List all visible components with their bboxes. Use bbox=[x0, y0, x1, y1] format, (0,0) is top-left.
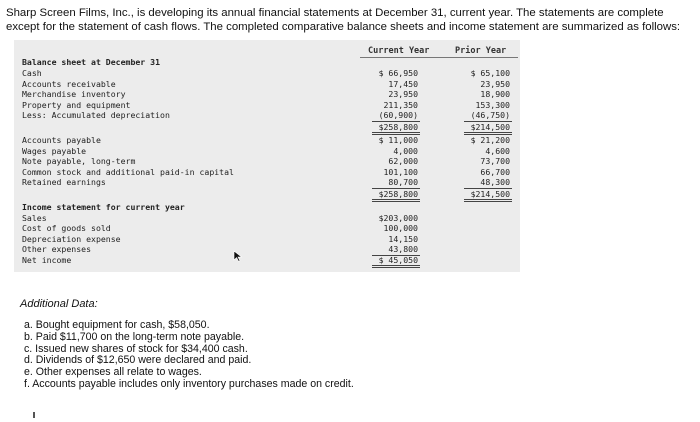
additional-item: a. Bought equipment for cash, $58,050. bbox=[24, 319, 210, 331]
row-label-common-stock: Common stock and additional paid-in capital bbox=[22, 166, 234, 177]
row-label-cogs: Cost of goods sold bbox=[22, 223, 111, 233]
row-label-net-income: Net income bbox=[22, 255, 72, 265]
row-label-cash: Cash bbox=[22, 68, 42, 78]
ar-current: 17,450 bbox=[388, 78, 418, 89]
total-assets-current: $258,800 bbox=[378, 122, 418, 132]
header-rule bbox=[360, 57, 518, 58]
row-label-property-equipment: Property and equipment bbox=[22, 99, 131, 110]
row-label-other-expenses: Other expenses bbox=[22, 244, 92, 254]
total-liabilities-prior: $214,500 bbox=[470, 188, 510, 199]
row-label-merchandise-inventory: Merchandise inventory bbox=[22, 89, 126, 99]
cogs-current: 100,000 bbox=[383, 223, 418, 233]
row-label-sales: Sales bbox=[22, 212, 47, 223]
double-underline-liabilities-current bbox=[372, 199, 420, 202]
total-assets-prior: $214,500 bbox=[470, 122, 510, 132]
double-underline-liabilities-prior bbox=[464, 199, 512, 202]
balance-sheet-title: Balance sheet at December 31 bbox=[22, 57, 161, 67]
cash-prior: $ 65,100 bbox=[470, 68, 510, 78]
stock-current: 101,100 bbox=[383, 166, 418, 177]
dep-exp-current: 14,150 bbox=[388, 233, 418, 244]
mouse-cursor-icon bbox=[233, 250, 243, 262]
total-liabilities-current: $258,800 bbox=[378, 188, 418, 199]
accum-dep-prior: (46,750) bbox=[470, 110, 510, 120]
col-header-current-year: Current Year bbox=[368, 46, 430, 56]
row-label-accounts-payable: Accounts payable bbox=[22, 135, 101, 145]
inventory-current: 23,950 bbox=[388, 89, 418, 99]
re-current: 80,700 bbox=[388, 177, 418, 187]
inventory-prior: 18,900 bbox=[480, 89, 510, 99]
income-statement-title: Income statement for current year bbox=[22, 202, 185, 212]
note-current: 62,000 bbox=[388, 156, 418, 166]
net-income-current: $ 45,050 bbox=[378, 255, 418, 265]
row-label-accounts-receivable: Accounts receivable bbox=[22, 78, 116, 89]
double-underline-net-income bbox=[372, 265, 420, 268]
col-header-prior-year: Prior Year bbox=[455, 46, 507, 56]
additional-item: b. Paid $11,700 on the long-term note payable. bbox=[24, 330, 245, 343]
stock-prior: 66,700 bbox=[480, 166, 510, 177]
sales-current: $203,000 bbox=[378, 212, 418, 223]
additional-data-list bbox=[20, 320, 460, 391]
row-label-accumulated-depreciation: Less: Accumulated depreciation bbox=[22, 110, 170, 120]
accum-dep-current: (60,900) bbox=[378, 110, 418, 120]
ppe-current: 211,350 bbox=[383, 99, 418, 110]
problem-intro: Sharp Screen Films, Inc., is developing its annual financial statements at December 31, current year. The statements are complete except for the statement of cash flows. The completed comparative balance sheets and income statement are summarized as follows: bbox=[6, 7, 681, 33]
re-prior: 48,300 bbox=[480, 177, 510, 187]
financial-statements-image bbox=[14, 40, 520, 272]
ppe-prior: 153,300 bbox=[475, 99, 510, 110]
ar-prior: 23,950 bbox=[480, 78, 510, 89]
row-label-retained-earnings: Retained earnings bbox=[22, 177, 106, 187]
row-label-depreciation-expense: Depreciation expense bbox=[22, 233, 121, 244]
wages-prior: 4,600 bbox=[485, 145, 510, 156]
additional-data-title: Additional Data: bbox=[20, 298, 98, 310]
page-edge-mark bbox=[33, 412, 35, 418]
additional-item: e. Other expenses all relate to wages. bbox=[24, 366, 202, 379]
additional-item: f. Accounts payable includes only inventory purchases made on credit. bbox=[24, 377, 354, 390]
wages-current: 4,000 bbox=[393, 145, 418, 156]
ap-prior: $ 21,200 bbox=[470, 135, 510, 145]
other-exp-current: 43,800 bbox=[388, 244, 418, 254]
additional-item: d. Dividends of $12,650 were declared and paid. bbox=[24, 354, 252, 367]
note-prior: 73,700 bbox=[480, 156, 510, 166]
row-label-wages-payable: Wages payable bbox=[22, 145, 87, 156]
additional-item: c. Issued new shares of stock for $34,400 cash. bbox=[24, 342, 248, 355]
ap-current: $ 11,000 bbox=[378, 135, 418, 145]
row-label-note-payable: Note payable, long-term bbox=[22, 156, 136, 166]
cash-current: $ 66,950 bbox=[378, 68, 418, 78]
